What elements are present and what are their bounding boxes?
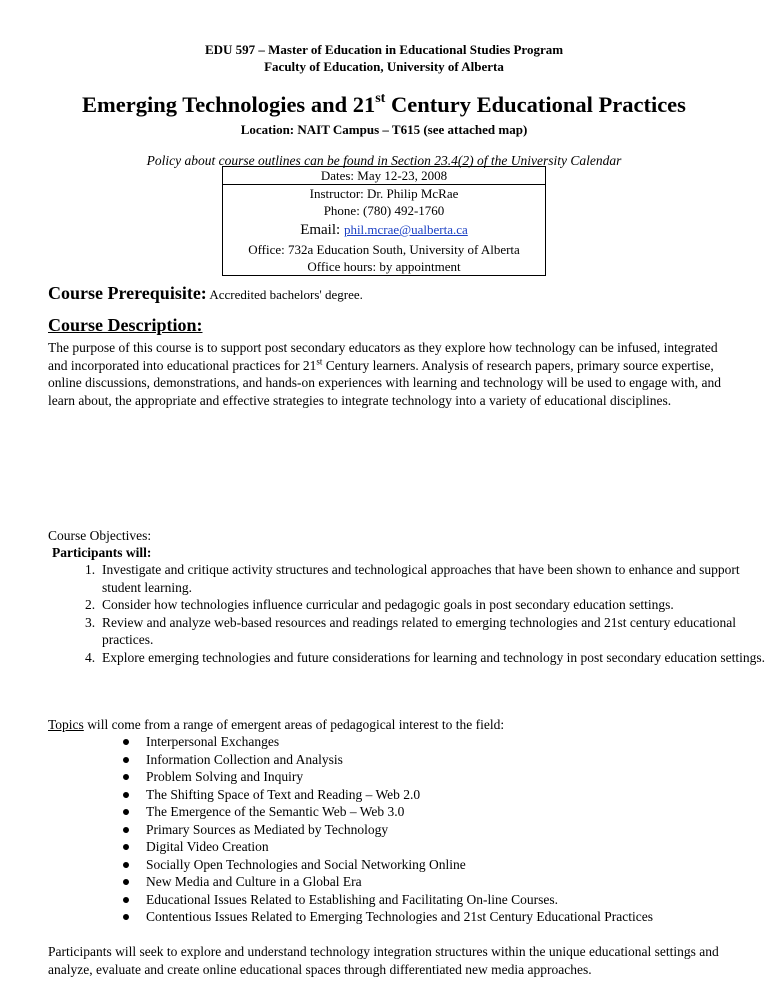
email-label: Email: (300, 222, 344, 238)
bullet-icon (123, 879, 129, 885)
bullet-icon (123, 862, 129, 868)
participants-will-label: Participants will: (52, 545, 152, 560)
bullet-icon (123, 897, 129, 903)
description-heading: Course Description: (48, 315, 203, 335)
objective-item: 1. Investigate and critique activity structures and technological approaches that have been shown to enhance and support student learning. (85, 562, 740, 595)
course-title (0, 91, 768, 119)
title-main-before: Emerging Technologies and 21 (82, 92, 376, 117)
topic-item: Information Collection and Analysis (120, 751, 680, 769)
bullet-icon (123, 844, 129, 850)
objective-item: 4. Explore emerging technologies and future considerations for learning and technology in post secondary education settings. (85, 649, 765, 665)
topic-item: The Shifting Space of Text and Reading – Web 2.0 (120, 786, 680, 804)
bullet-icon (123, 739, 129, 745)
topics-list (120, 733, 680, 926)
instructor-row: Instructor: Dr. Philip McRae (309, 186, 459, 201)
topic-item: Primary Sources as Mediated by Technology (120, 821, 680, 839)
bullet-icon (123, 809, 129, 815)
phone-row: Phone: (780) 492-1760 (323, 203, 445, 218)
objective-item: 2. Consider how technologies influence curricular and pedagogic goals in post secondary education settings. (85, 597, 674, 612)
prerequisite-section (48, 282, 363, 306)
prerequisite-heading: Course Prerequisite: (48, 283, 207, 303)
bullet-icon (123, 827, 129, 833)
topic-item: Educational Issues Related to Establishing and Facilitating On-line Courses. (120, 891, 680, 909)
topic-item: The Emergence of the Semantic Web – Web 3.0 (120, 803, 680, 821)
objectives-heading: Course Objectives: (48, 528, 152, 543)
topics-lead-word: Topics (48, 717, 84, 732)
bullet-icon (123, 774, 129, 780)
objectives-list (48, 561, 768, 666)
bullet-icon (123, 792, 129, 798)
bullet-icon (123, 914, 129, 920)
office-hours-row: Office hours: by appointment (307, 259, 461, 274)
topic-item: Interpersonal Exchanges (120, 733, 680, 751)
bullet-icon (123, 757, 129, 763)
topic-item: Contentious Issues Related to Emerging Technologies and 21st Century Educational Practices (120, 908, 680, 926)
topic-item: Digital Video Creation (120, 838, 680, 856)
office-row: Office: 732a Education South, University of Alberta (248, 242, 520, 257)
email-link[interactable]: phil.mcrae@ualberta.ca (343, 222, 468, 237)
course-info-box (222, 166, 546, 276)
topics-intro: Topics will come from a range of emergent areas of pedagogical interest to the field: (48, 717, 505, 732)
program-header-line1: EDU 597 – Master of Education in Educational Studies Program (204, 42, 564, 57)
topic-item: New Media and Culture in a Global Era (120, 873, 680, 891)
description-superscript: st (316, 356, 323, 366)
title-superscript: st (375, 90, 386, 106)
objective-item: 3. Review and analyze web-based resources and readings related to emerging technologies and 21st century educational practices. (85, 614, 737, 647)
policy-note: Policy about course outlines can be found in Section 23.4(2) of the University Calendar (146, 153, 622, 168)
closing-paragraph: Participants will seek to explore and understand technology integration structures within the unique educational settings and analyze, evaluate and create online educational spaces through differentiated new media approaches. (48, 944, 719, 977)
topic-item: Socially Open Technologies and Social Networking Online (120, 856, 680, 874)
course-location: Location: NAIT Campus – T615 (see attached map) (240, 122, 528, 137)
prerequisite-text: Accredited bachelors' degree. (206, 287, 363, 302)
program-header-line2: Faculty of Education, University of Alberta (264, 59, 504, 74)
dates-row: Dates: May 12-23, 2008 (223, 167, 545, 185)
email-row (223, 219, 545, 241)
title-main-after: Century Educational Practices (385, 92, 686, 117)
description-paragraph: The purpose of this course is to support post secondary educators as they explore how technology can be infused, integrated and incorporated into educational practices for 21st Century learners. Analysis of research papers, primary source expertise, online discussions, demonstrations, and hands-on experiences with learning and technology will be used to engage with, and learn about, the appropriate and effective strategies to integrate technology into a variety of educational disciplines. (48, 340, 721, 408)
topic-item: Problem Solving and Inquiry (120, 768, 680, 786)
